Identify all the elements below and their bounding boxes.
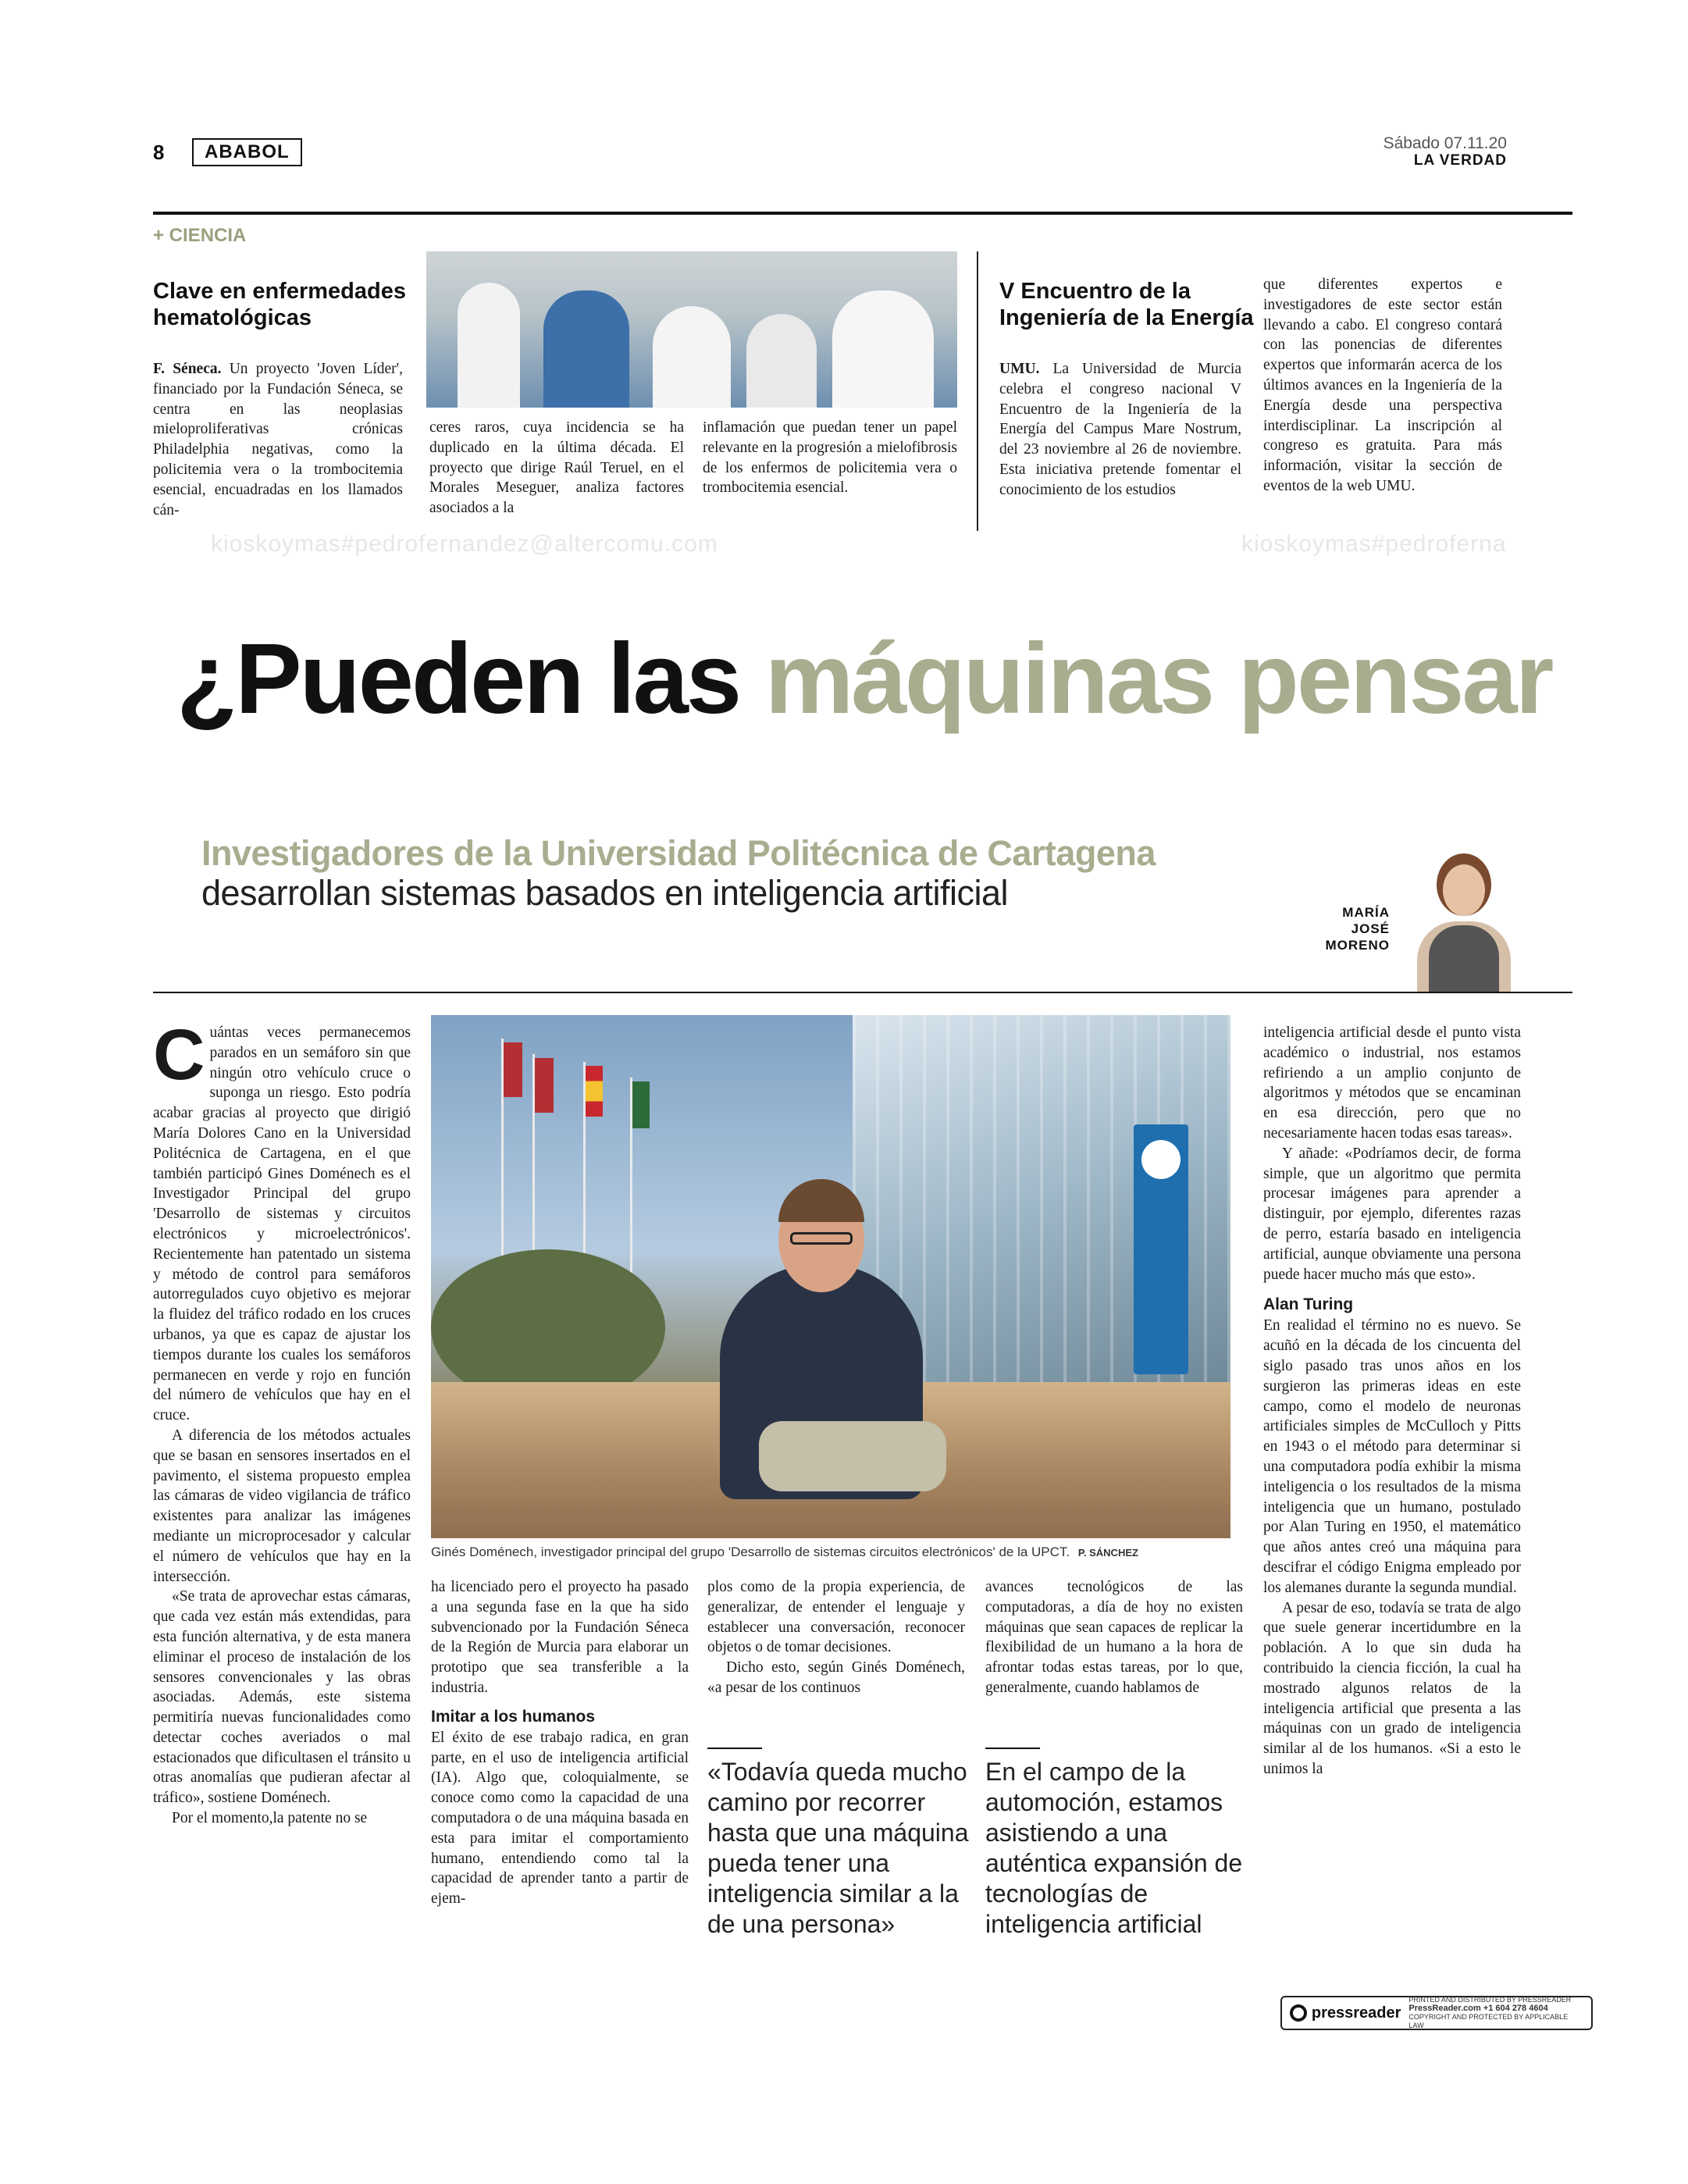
brief1-col2	[429, 418, 684, 518]
brief2-lead: UMU.	[999, 361, 1040, 377]
brief1-col1	[153, 359, 403, 520]
photo-caption	[431, 1544, 1235, 1560]
doctor-figure	[458, 283, 520, 408]
doctor-figure	[543, 290, 629, 408]
article-col2-p1: ha licenciado pero el proyecto ha pasado a una segunda fase en la que ha sido subvencionado por la Fundación Séneca de la Región de Murcia para elaborar un prototipo que sea transferible a la industria.	[431, 1579, 689, 1696]
byline-line2: JOSÉ	[1351, 921, 1390, 936]
brief2-col1	[999, 359, 1241, 501]
pressreader-brand: pressreader	[1311, 2004, 1401, 2022]
article-col5-p4: A pesar de eso, todavía se trata de algo que suele generar incertidumbre en la población. A lo que sin duda ha contribuido la ciencia ficción, la cual ha mostrado algunos relatos de la inteligencia artificial que presenta a las máquinas con un grado de inteligencia similar al de los humanos. «Si a esto le unimos la	[1263, 1599, 1521, 1777]
pressreader-line2: PressReader.com +1 604 278 4604	[1408, 2004, 1548, 2013]
subhead-line2: desarrollan sistemas basados en inteligencia artificial	[201, 873, 1009, 913]
article-col5-p3: En realidad el término no es nuevo. Se acuñó en la década de los cincuenta del siglo pasado tras unos años en los surgieron las primeras ideas en este campo, como el modelo de neuronas artificiales simples de McCulloch y Pitts en 1943 o el método para determinar si una computadora podía exhibir la misma inteligencia o los resultados de la misma inteligencia que un humano, postulado por Alan Turing en 1950, el matemático que años antes creó una máquina para descifrar el código Enigma empleado por los alemanes durante la segunda mundial.	[1263, 1317, 1521, 1596]
brief-divider	[977, 251, 978, 531]
subhead-imitar: Imitar a los humanos	[431, 1707, 596, 1726]
byline-line1: MARÍA	[1342, 905, 1390, 920]
doctor-figure	[746, 314, 817, 408]
brief2-col1-text: La Universidad de Murcia celebra el congreso nacional V Encuentro de la Ingeniería de la Energía del Campus Mare Nostrum, del 23 noviembre al 26 de noviembre. Esta iniciativa pretende fomentar el conocimiento de los estudios	[999, 361, 1241, 498]
pullquote1: «Todavía queda mucho camino por recorrer hasta que una máquina pueda tener una inteligencia similar a la de una persona»	[707, 1758, 969, 1938]
brief1-lead: F. Séneca.	[153, 361, 222, 377]
flag	[535, 1058, 554, 1113]
doctor-figure	[653, 306, 731, 408]
headline	[176, 625, 1551, 734]
upct-sign	[1134, 1124, 1188, 1374]
doctors-photo	[426, 251, 957, 408]
brief-title-energia: V Encuentro de la Ingeniería de la Energía	[999, 279, 1254, 330]
newspaper-name: LA VERDAD	[1413, 152, 1507, 169]
photo-credit: P. SÁNCHEZ	[1077, 1547, 1138, 1559]
header-date: Sábado 07.11.20	[1383, 134, 1507, 152]
article-col2	[431, 1577, 689, 1909]
headline-part2: máquinas pensar	[764, 623, 1552, 735]
flag	[504, 1042, 522, 1097]
article-col1-p4: Por el momento,la patente no se	[172, 1810, 368, 1827]
article-col2-p2: El éxito de ese trabajo radica, en gran parte, en el uso de inteligencia artificial (IA). Algo que, coloquialmente, se conoce como como la capacidad de una computadora o de una máquina basada en esta para imitar el comportamiento humano, entendiendo como tal la capacidad de aprender tanto a partir de ejem-	[431, 1729, 689, 1908]
main-photo	[431, 1015, 1230, 1538]
pullquote2: En el campo de la automoción, estamos asistiendo a una auténtica expansión de tecnologías de inteligencia artificial	[985, 1758, 1243, 1938]
article-col5	[1263, 1023, 1521, 1780]
article-col4-p1: avances tecnológicos de las computadoras, a día de hoy no existen máquinas que sean capaces de replicar la flexibilidad de un humano a la hora de afrontar todas estas tareas, por lo que, generalmente, cuando hablamos de	[985, 1579, 1243, 1696]
brief1-col1-text: Un proyecto 'Joven Líder', financiado por la Fundación Séneca, se centra en las neoplasias mieloproliferativas crónicas Philadelphia negativas, como la policitemia vera o la trombocitemia esencial, encuadradas en los llamados cán-	[153, 361, 403, 518]
brief2-col2-text: que diferentes expertos e investigadores de este sector están llevando a cabo. El congreso contará con las ponencias de diferentes expertos que informarán acerca de los últimos avances en la Ingeniería de la Energía desde una perspectiva interdisciplinar. La inscripción al congreso es gratuita. Para más información, visitar la sección de eventos de la web UMU.	[1263, 276, 1502, 494]
section-box: ABABOL	[192, 138, 302, 166]
subhead-line1: Investigadores de la Universidad Politécnica de Cartagena	[201, 833, 1156, 873]
article-col5-p1: inteligencia artificial desde el punto vista académico o industrial, nos estamos refiriendo a un amplio conjunto de algoritmos y métodos que se encaminan en esa dirección, pero que no necesariamente hacen todas esas tareas».	[1263, 1024, 1521, 1142]
article-col3	[707, 1577, 965, 1698]
article-col5-p2: Y añade: «Podríamos decir, de forma simple, que un algoritmo que permita procesar imágenes para aprender a distinguir, por ejemplo, diferentes razas de perro, estaría basado en inteligencia artificial, aunque obviamente una persona puede hacer mucho más que esto».	[1263, 1145, 1521, 1283]
watermark-right: kioskoymas#pedroferna	[1241, 531, 1507, 557]
page-number: 8	[153, 141, 165, 164]
pressreader-badge	[1280, 1996, 1593, 2030]
brief-title-hematologicas: Clave en enfermedades hematológicas	[153, 279, 406, 330]
headline-part1: ¿Pueden las	[176, 623, 739, 735]
header-rule	[153, 212, 1572, 215]
article-col1-p2: A diferencia de los métodos actuales que se basan en sensores insertados en el pavimento, el sistema propuesto emplea las cámaras de video vigilancia de tráfico existentes para analizar las imágenes mediante un microprocesador y calcular el número de vehículos que hay en la intersección.	[153, 1427, 411, 1585]
subhead-alan-turing: Alan Turing	[1263, 1295, 1354, 1314]
brief2-col2	[1263, 275, 1502, 497]
brief1-col3	[703, 418, 957, 498]
byline-line3: MORENO	[1325, 938, 1390, 953]
pressreader-logo-icon	[1290, 2004, 1307, 2022]
pressreader-line3: COPYRIGHT AND PROTECTED BY APPLICABLE LAW	[1408, 2013, 1569, 2029]
author-avatar	[1405, 847, 1522, 992]
section-kicker: + CIENCIA	[153, 225, 247, 246]
article-col1-p3: «Se trata de aprovechar estas cámaras, que cada vez están más extendidas, para esta función alternativa, y de esta manera eliminar el proceso de instalación de los sensores convencionales y las obras asociadas. Además, este sistema permitiría nuevas funcionalidades como detectar coches averiados o mal estacionados que dificultasen el tránsito u otras anomalías que pudieran afectar al tráfico», sostiene Doménech.	[153, 1588, 411, 1807]
section-rule	[153, 992, 1572, 993]
article-col1	[153, 1015, 411, 1829]
byline	[1312, 904, 1390, 953]
pullquote1-rule	[707, 1748, 762, 1749]
flag	[586, 1066, 603, 1117]
drop-cap: C	[153, 1015, 205, 1095]
brief1-col3-text: inflamación que puedan tener un papel relevante en la progresión a mielofibrosis de los enfermos de policitemia vera o trombocitemia esencial.	[703, 419, 957, 497]
brief1-col2-text: ceres raros, cuya incidencia se ha duplicado en la última década. El proyecto que dirige Raúl Teruel, en el Morales Meseguer, analiza factores asociados a la	[429, 419, 684, 517]
flag	[632, 1081, 650, 1128]
article-col3-p2: Dicho esto, según Ginés Doménech, «a pesar de los continuos	[707, 1659, 965, 1696]
pressreader-line1: PRINTED AND DISTRIBUTED BY PRESSREADER	[1408, 1996, 1572, 2004]
photo-caption-text: Ginés Doménech, investigador principal del grupo 'Desarrollo de sistemas circuitos electrónicos' de la UPCT.	[431, 1544, 1070, 1559]
article-col1-p1: uántas veces permanecemos parados en un semáforo sin que ningún otro vehículo cruce o suponga un riesgo. Esto podría acabar gracias al proyecto que dirigió María Dolores Cano en la Universidad Politécnica de Cartagena, en el que también participó Gines Doménech es el Investigador Principal del grupo 'Desarrollo de sistemas y circuitos electrónicos y microelectrónicos'. Recientemente han patentado un sistema y método de control para semáforos autorregulados cuyo objetivo es mejorar la fluidez del tráfico rodado en los cruces urbanos, ya que es capaz de ajustar los tiempos durante los cuales los semáforos permanecen en verde y rojo en función del número de vehículos que hay en el cruce.	[153, 1024, 411, 1424]
pullquote2-rule	[985, 1748, 1040, 1749]
pressreader-info	[1408, 1996, 1583, 2030]
watermark-left: kioskoymas#pedrofernandez@altercomu.com	[211, 531, 718, 557]
article-col3-p1: plos como de la propia experiencia, de generalizar, de entender el lenguaje y establecer una conversación, reconocer objetos o de tomar decisiones.	[707, 1579, 965, 1656]
doctor-figure	[832, 290, 934, 408]
article-col4	[985, 1577, 1243, 1698]
